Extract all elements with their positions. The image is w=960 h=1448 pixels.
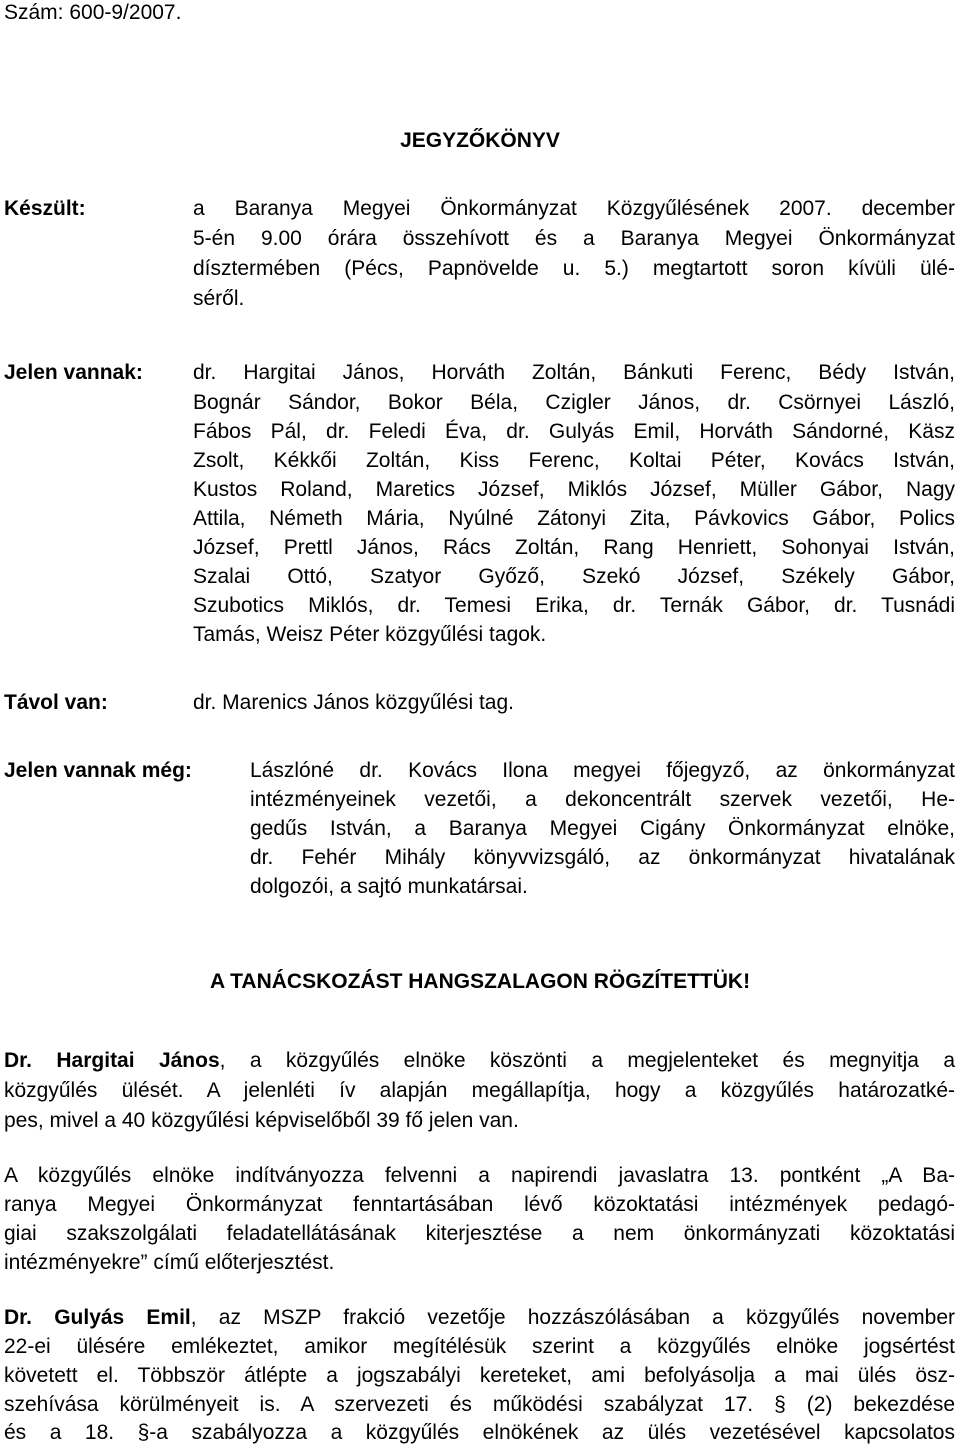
- text-line: [4, 1046, 955, 1075]
- text-span: , az MSZP frakció vezetője hozzászólásában a közgyűlés november: [190, 1306, 955, 1329]
- speaker-name: Dr. Gulyás Emil: [4, 1306, 191, 1329]
- text-line: dr. Fehér Mihály könyvvizsgáló, az önkormányzat hivatalának: [250, 846, 955, 869]
- text-line: giai szakszolgálati feladatellátásának kiterjesztése a nem önkormányzati közoktatási: [4, 1222, 955, 1245]
- text-line: a Baranya Megyei Önkormányzat Közgyűlésének 2007. december: [193, 197, 955, 220]
- text-line: gedűs István, a Baranya Megyei Cigány Önkormányzat elnöke,: [250, 817, 955, 840]
- text-line: Bognár Sándor, Bokor Béla, Czigler János, dr. Csörnyei László,: [193, 391, 955, 414]
- text-line: szehívása körülményeit is. A szervezeti és működési szabályzat 17. § (2) bekezdése: [4, 1393, 955, 1416]
- meg-label: Jelen vannak még:: [4, 759, 192, 782]
- document-title: JEGYZŐKÖNYV: [400, 129, 560, 152]
- text-line: dísztermében (Pécs, Papnövelde u. 5.) megtartott soron kívüli ülé-: [193, 257, 955, 280]
- text-line: 22-ei ülésére emlékeztet, amikor megítélésük szerint a közgyűlés elnöke jogsértést: [4, 1335, 955, 1358]
- keszult-label: Készült:: [4, 197, 86, 220]
- text-line: Szalai Ottó, Szatyor Győző, Szekó József, Székely Gábor,: [193, 565, 955, 588]
- text-line: intézményekre” című előterjesztést.: [4, 1251, 335, 1274]
- speaker-name: Dr. Hargitai János: [4, 1049, 220, 1072]
- text-line: Lászlóné dr. Kovács Ilona megyei főjegyző, az önkormányzat: [250, 759, 955, 782]
- jelen-label: Jelen vannak:: [4, 361, 143, 384]
- text-line: Kustos Roland, Maretics József, Miklós József, Müller Gábor, Nagy: [193, 478, 955, 501]
- text-span: , a közgyűlés elnöke köszönti a megjelenteket és megnyitja a: [219, 1049, 956, 1072]
- text-line: pes, mivel a 40 közgyűlési képviselőből 39 fő jelen van.: [4, 1109, 519, 1132]
- text-line: Szubotics Miklós, dr. Temesi Erika, dr. Ternák Gábor, dr. Tusnádi: [193, 594, 955, 617]
- text-line: [4, 1303, 955, 1332]
- text-line: 5-én 9.00 órára összehívott és a Baranya Megyei Önkormányzat: [193, 227, 955, 250]
- text-line: Zsolt, Kékkői Zoltán, Kiss Ferenc, Koltai Péter, Kovács István,: [193, 449, 955, 472]
- text-line: Tamás, Weisz Péter közgyűlési tagok.: [193, 623, 547, 646]
- text-line: ranya Megyei Önkormányzat fenntartásában lévő közoktatási intézmények pedagó-: [4, 1193, 955, 1216]
- tavol-label: Távol van:: [4, 691, 108, 714]
- text-line: és a 18. §-a szabályozza a közgyűlés elnökének az ülés vezetésével kapcsolatos: [4, 1421, 955, 1444]
- text-line: intézményeinek vezetői, a dekoncentrált szervek vezetői, He-: [250, 788, 955, 811]
- document-number: Szám: 600-9/2007.: [4, 1, 182, 24]
- text-line: dolgozói, a sajtó munkatársai.: [250, 875, 528, 898]
- text-line: Attila, Németh Mária, Nyúlné Zátonyi Zita, Pávkovics Gábor, Polics: [193, 507, 955, 530]
- text-line: séről.: [193, 287, 245, 310]
- text-line: A közgyűlés elnöke indítványozza felvenni a napirendi javaslatra 13. pontként „A Ba-: [4, 1164, 955, 1187]
- text-line: Fábos Pál, dr. Feledi Éva, dr. Gulyás Emil, Horváth Sándorné, Käsz: [193, 420, 955, 443]
- text-line: József, Prettl János, Rács Zoltán, Rang Henriett, Sohonyai István,: [193, 536, 955, 559]
- recording-notice: A TANÁCSKOZÁST HANGSZALAGON RÖGZÍTETTÜK!: [209, 970, 751, 993]
- text-line: dr. Hargitai János, Horváth Zoltán, Bánkuti Ferenc, Bédy István,: [193, 361, 955, 384]
- text-line: követett el. Többször átlépte a jogszabályi kereteket, ami befolyásolja a mai ülés ösz-: [4, 1364, 955, 1387]
- tavol-text: dr. Marenics János közgyűlési tag.: [193, 691, 514, 714]
- text-line: közgyűlés ülését. A jelenléti ív alapján megállapítja, hogy a közgyűlés határozatké-: [4, 1079, 955, 1102]
